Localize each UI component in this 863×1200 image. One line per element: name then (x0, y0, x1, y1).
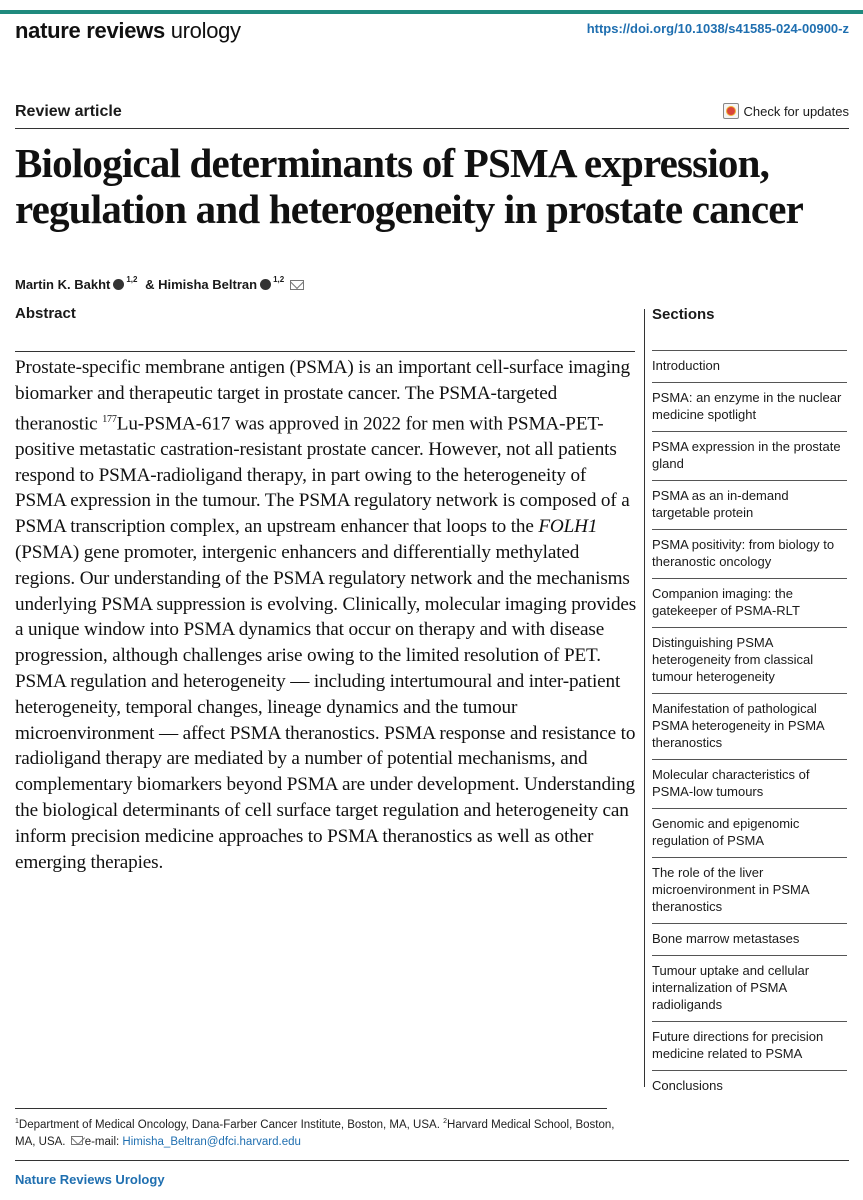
author-affiliation-sup: 1,2 (126, 275, 138, 284)
author-list (15, 277, 304, 292)
sections-nav (652, 350, 847, 1102)
divider (15, 1160, 849, 1161)
author-separator: & (141, 277, 159, 292)
section-link[interactable]: Distinguishing PSMA heterogeneity from classical tumour heterogeneity (652, 627, 847, 693)
orcid-icon[interactable] (260, 279, 271, 290)
section-link[interactable]: Tumour uptake and cellular internalization of PSMA radioligands (652, 955, 847, 1021)
crossmark-icon (723, 103, 739, 119)
section-link[interactable]: Genomic and epigenomic regulation of PSMA (652, 808, 847, 857)
section-link[interactable]: PSMA positivity: from biology to theranostic oncology (652, 529, 847, 578)
section-link[interactable]: PSMA: an enzyme in the nuclear medicine spotlight (652, 382, 847, 431)
section-link[interactable]: Companion imaging: the gatekeeper of PSMA-RLT (652, 578, 847, 627)
abstract-text: Prostate-specific membrane antigen (PSMA) is an important cell-surface imaging biomarker and therapeutic target in prostate cancer. The PSMA-targeted theranostic $^{177}$Lu-PSMA-617 was approved in 2022 for men with PSMA-PET-positive metastatic castration-resistant prostate cancer. However, not all patients respond to PSMA-radioligand therapy, in part owing to the heterogeneity of PSMA expression in the tumour. The PSMA regulatory network is composed of a PSMA transcription complex, an upstream enhancer that loops to the FOLH1 (PSMA) gene promoter, intergenic enhancers and differentially methylated regions. Our understanding of the PSMA regulatory network and the mechanisms underlying PSMA suppression is evolving. Clinically, molecular imaging provides a unique window into PSMA dynamics that occur on therapy and with disease progression, although challenges arise owing to the limited resolution of PET. PSMA regulation and heterogeneity — including intertumoural and inter-patient heterogeneity, temporal changes, lineage dynamics and the tumour microenvironment — affect PSMA theranostics. PSMA response and resistance to radioligand therapy are mediated by a number of potential mechanisms, and complementary biomarkers beyond PSMA are under development. Understanding the biological determinants of cell surface target regulation and heterogeneity can inform precision medicine approaches to PSMA theranostics as well as other emerging therapies. (15, 357, 637, 873)
divider (15, 1108, 607, 1109)
email-link[interactable]: Himisha_Beltran@dfci.harvard.edu (122, 1135, 301, 1148)
section-link[interactable]: Conclusions (652, 1070, 847, 1102)
author-name[interactable]: Himisha Beltran (158, 277, 258, 292)
section-link[interactable]: PSMA as an in-demand targetable protein (652, 480, 847, 529)
section-link[interactable]: Manifestation of pathological PSMA heterogeneity in PSMA theranostics (652, 693, 847, 759)
section-link[interactable]: Bone marrow metastases (652, 923, 847, 955)
section-link[interactable]: Molecular characteristics of PSMA-low tumours (652, 759, 847, 808)
divider (15, 351, 635, 352)
section-link[interactable]: Introduction (652, 350, 847, 382)
title-line-1: Biological determinants of PSMA expression, (15, 140, 770, 186)
author-name[interactable]: Martin K. Bakht (15, 277, 111, 292)
journal-logo: nature reviews urology (15, 18, 241, 43)
section-link[interactable]: The role of the liver microenvironment in PSMA theranostics (652, 857, 847, 923)
article-title (15, 140, 845, 232)
section-link[interactable]: PSMA expression in the prostate gland (652, 431, 847, 480)
doi-link[interactable]: https://doi.org/10.1038/s41585-024-00900-z (586, 21, 849, 36)
check-updates-label: Check for updates (743, 103, 849, 119)
title-line-2: regulation and heterogeneity in prostate cancer (15, 186, 804, 232)
footer-journal-name[interactable]: Nature Reviews Urology (15, 1172, 165, 1187)
affiliations: $^1$Department of Medical Oncology, Dana-Farber Cancer Institute, Boston, MA, USA. $^2$Harvard Medical School, Boston, MA, USA. e-mail: Himisha_Beltran@dfci.harvard.edu (15, 1118, 615, 1148)
top-accent-bar (0, 10, 863, 14)
article-type: Review article (15, 103, 122, 120)
email-icon (71, 1136, 83, 1145)
abstract-heading: Abstract (15, 305, 76, 322)
orcid-icon[interactable] (113, 279, 124, 290)
email-icon[interactable] (290, 280, 304, 290)
divider (15, 128, 849, 129)
sections-heading: Sections (652, 306, 715, 323)
author-affiliation-sup: 1,2 (273, 275, 285, 284)
check-updates-button[interactable] (723, 103, 849, 119)
section-link[interactable]: Future directions for precision medicine related to PSMA (652, 1021, 847, 1070)
column-divider (644, 309, 645, 1087)
